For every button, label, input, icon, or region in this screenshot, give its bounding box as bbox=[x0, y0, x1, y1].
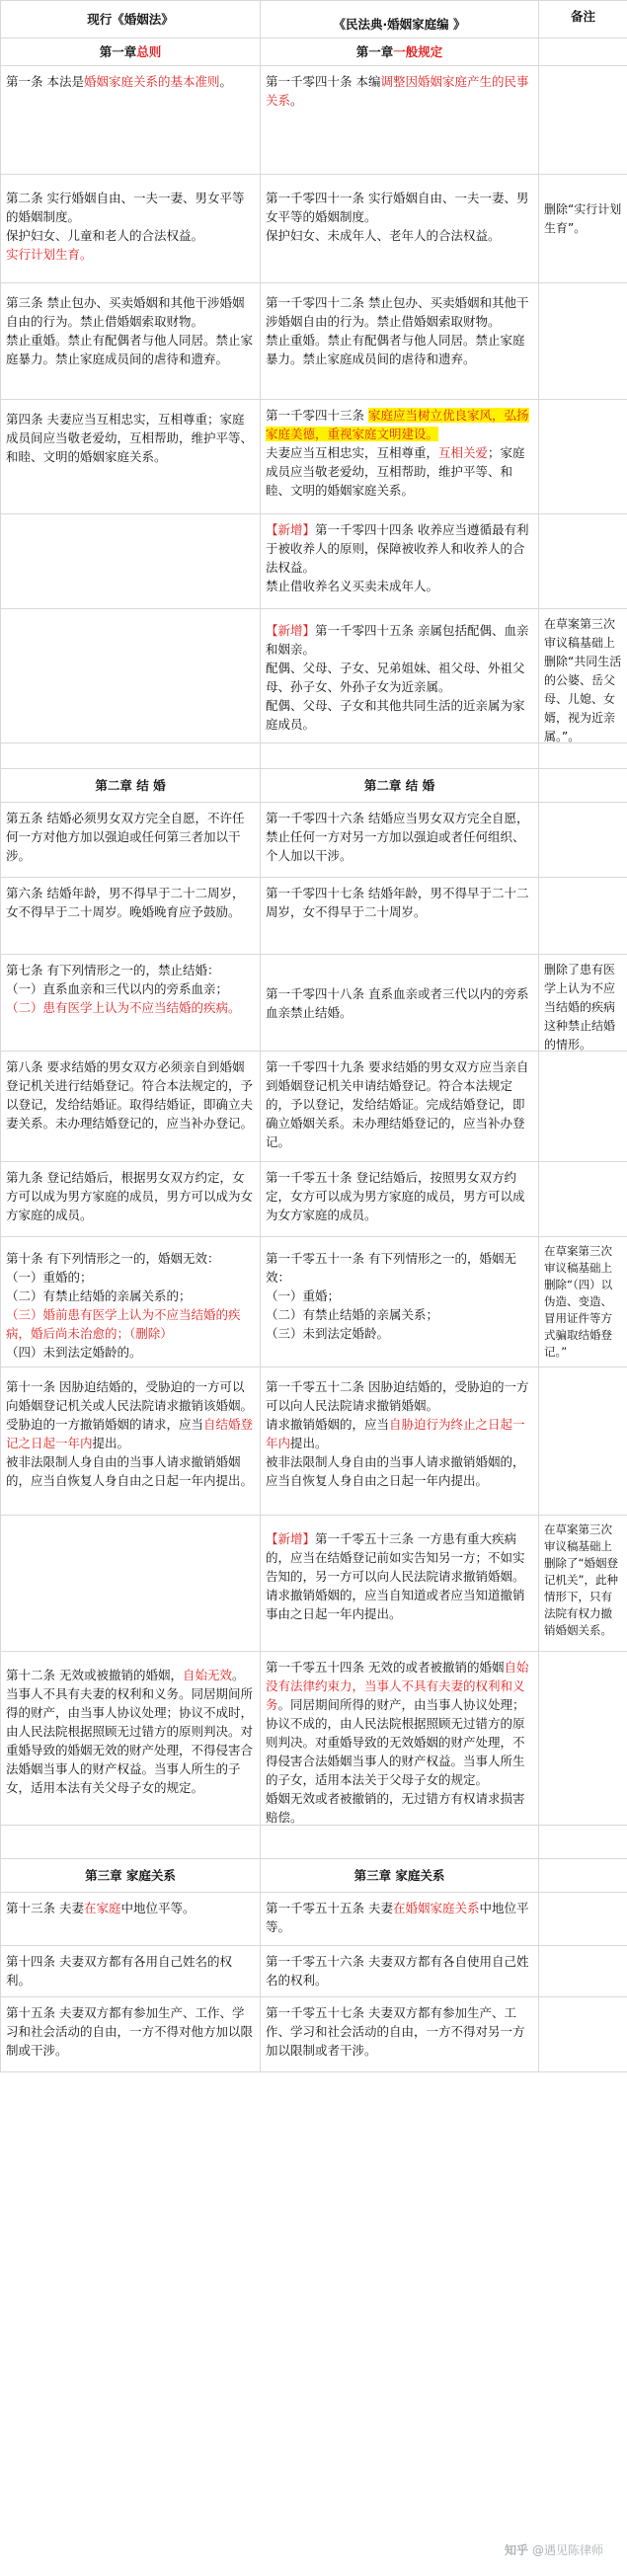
spacer bbox=[539, 743, 627, 769]
article-old-empty bbox=[1, 1516, 261, 1652]
watermark-text: @遇见陈律师 bbox=[531, 2543, 603, 2557]
article-new-1057: 第一千零五十七条 夫妻双方都有参加生产、工作、学习和社会活动的自由，一方不得对另一方加以限制或者干涉。 bbox=[261, 1997, 539, 2072]
note-row-14: 在草案第三次审议稿基础上删除了“婚姻登记机关”，此种情形下，只有法院有权力撤销婚姻关系。 bbox=[539, 1516, 627, 1652]
spacer bbox=[1, 1826, 261, 1859]
header-old-law: 现行《婚姻法》 bbox=[1, 1, 261, 39]
note-empty bbox=[539, 1162, 627, 1237]
note-row-2: 删除“实行计划生育”。 bbox=[539, 175, 627, 283]
note-empty bbox=[539, 803, 627, 878]
article-new-1055: 第一千零五十五条 夫妻在婚姻家庭关系中地位平等。 bbox=[261, 1893, 539, 1946]
spacer bbox=[1, 743, 261, 769]
article-new-1051: 第一千零五十一条 有下列情形之一的，婚姻无效： （一）重婚； （二）有禁止结婚的亲属关系； （三）未到法定婚龄。 bbox=[261, 1237, 539, 1367]
article-new-1044: 【新增】第一千零四十四条 收养应当遵循最有利于被收养人的原则，保障被收养人和收养人的合法权益。 禁止借收养名义买卖未成年人。 bbox=[261, 514, 539, 609]
note-empty bbox=[539, 1997, 627, 2072]
article-new-1042: 第一千零四十二条 禁止包办、买卖婚姻和其他干涉婚姻自由的行为。禁止借婚姻索取财物。 禁止重婚。禁止有配偶者与他人同居。禁止家庭暴力。禁止家庭成员间的虐待和遗弃。 bbox=[261, 283, 539, 400]
chapter-2-old: 第二章 结 婚 bbox=[1, 769, 261, 803]
spacer bbox=[539, 1826, 627, 1859]
note-row-12: 在草案第三次审议稿基础上删除“（四）以伪造、变造、冒用证件等方式骗取结婚登记。” bbox=[539, 1237, 627, 1367]
spacer bbox=[261, 743, 539, 769]
new-tag: 【新增】 bbox=[266, 623, 316, 638]
article-new-1049: 第一千零四十九条 要求结婚的男女双方应当亲自到婚姻登记机关申请结婚登记。符合本法规定的，予以登记，发给结婚证。完成结婚登记，即确立婚姻关系。未办理结婚登记的，应当补办登记。 bbox=[261, 1052, 539, 1162]
article-old-11: 第十一条 因胁迫结婚的，受胁迫的一方可以向婚姻登记机关或人民法院请求撤销该婚姻。受胁迫的一方撤销婚姻的请求，应当自结婚登记之日起一年内提出。 被非法限制人身自由的当事人请求撤销婚姻的，应当自恢复人身自由之日起一年内提出。 bbox=[1, 1367, 261, 1516]
chapter-1-old: 第一章 总则 bbox=[1, 39, 261, 66]
note-row-9: 删除了患有医学上认为不应当结婚的疾病这种禁止结婚的情形。 bbox=[539, 955, 627, 1052]
article-new-1046: 第一千零四十六条 结婚应当男女双方完全自愿，禁止任何一方对另一方加以强迫或者任何组织、个人加以干涉。 bbox=[261, 803, 539, 878]
article-new-1052: 第一千零五十二条 因胁迫结婚的，受胁迫的一方可以向人民法院请求撤销婚姻。 请求撤销婚姻的，应当自胁迫行为终止之日起一年内提出。 被非法限制人身自由的当事人请求撤销婚姻的，应当自恢复人身自由之日起一年内提出。 bbox=[261, 1367, 539, 1516]
article-old-7: 第七条 有下列情形之一的，禁止结婚： （一）直系血亲和三代以内的旁系血亲； （二）患有医学上认为不应当结婚的疾病。 bbox=[1, 955, 261, 1052]
note-empty bbox=[539, 1652, 627, 1826]
new-tag: 【新增】 bbox=[266, 522, 316, 537]
chapter-3-new: 第三章 家庭关系 bbox=[261, 1859, 539, 1893]
watermark bbox=[505, 2541, 603, 2558]
article-old-6: 第六条 结婚年龄，男不得早于二十二周岁，女不得早于二十周岁。晚婚晚育应予鼓励。 bbox=[1, 878, 261, 955]
article-old-12: 第十二条 无效或被撤销的婚姻，自始无效。当事人不具有夫妻的权利和义务。同居期间所得的财产，由当事人协议处理；协议不成时，由人民法院根据照顾无过错方的原则判决。对重婚导致的婚姻无效的财产处理，不得侵害合法婚姻当事人的财产权益。当事人所生的子女，适用本法有关父母子女的规定。 bbox=[1, 1652, 261, 1826]
article-old-9: 第九条 登记结婚后，根据男女双方约定，女方可以成为男方家庭的成员，男方可以成为女方家庭的成员。 bbox=[1, 1162, 261, 1237]
chapter-2-new: 第二章 结 婚 bbox=[261, 769, 539, 803]
note-empty bbox=[539, 400, 627, 514]
article-old-15: 第十五条 夫妻双方都有参加生产、工作、学习和社会活动的自由，一方不得对他方加以限制或干涉。 bbox=[1, 1997, 261, 2072]
note-empty bbox=[539, 1367, 627, 1516]
article-new-1041: 第一千零四十一条 实行婚姻自由、一夫一妻、男女平等的婚姻制度。 保护妇女、未成年人、老年人的合法权益。 bbox=[261, 175, 539, 283]
article-old-3: 第三条 禁止包办、买卖婚姻和其他干涉婚姻自由的行为。禁止借婚姻索取财物。 禁止重婚。禁止有配偶者与他人同居。禁止家庭暴力。禁止家庭成员间的虐待和遗弃。 bbox=[1, 283, 261, 400]
note-empty bbox=[539, 1946, 627, 1997]
article-old-empty bbox=[1, 609, 261, 743]
note-empty bbox=[539, 878, 627, 955]
note-empty bbox=[539, 283, 627, 400]
article-new-1048: 第一千零四十八条 直系血亲或者三代以内的旁系血亲禁止结婚。 bbox=[261, 955, 539, 1052]
article-new-1054: 第一千零五十四条 无效的或者被撤销的婚姻自始没有法律约束力，当事人不具有夫妻的权利和义务。同居期间所得的财产，由当事人协议处理；协议不成的，由人民法院根据照顾无过错方的原则判决。对重婚导致的无效婚姻的财产处理，不得侵害合法婚姻当事人的财产权益。当事人所生的子女，适用本法关于父母子女的规定。 婚姻无效或者被撤销的，无过错方有权请求损害赔偿。 bbox=[261, 1652, 539, 1826]
note-empty bbox=[539, 769, 627, 803]
article-old-empty bbox=[1, 514, 261, 609]
article-old-10: 第十条 有下列情形之一的，婚姻无效： （一）重婚的； （二）有禁止结婚的亲属关系的； （三）婚前患有医学上认为不应当结婚的疾病，婚后尚未治愈的；（删除） （四）未到法定婚龄的。 bbox=[1, 1237, 261, 1367]
article-new-1053: 【新增】第一千零五十三条 一方患有重大疾病的，应当在结婚登记前如实告知另一方；不如实告知的，另一方可以向人民法院请求撤销婚姻。 请求撤销婚姻的，应当自知道或者应当知道撤销事由之日起一年内提出。 bbox=[261, 1516, 539, 1652]
article-new-1043: 第一千零四十三条 家庭应当树立优良家风，弘扬家庭美德，重视家庭文明建设。 夫妻应当互相忠实，互相尊重，互相关爱；家庭成员应当敬老爱幼，互相帮助，维护平等、和睦、文明的婚姻家庭关系。 bbox=[261, 400, 539, 514]
article-old-4: 第四条 夫妻应当互相忠实，互相尊重；家庭成员间应当敬老爱幼，互相帮助，维护平等、和睦、文明的婚姻家庭关系。 bbox=[1, 400, 261, 514]
article-old-1: 第一条 本法是婚姻家庭关系的基本准则。 bbox=[1, 66, 261, 175]
note-row-6: 在草案第三次审议稿基础上删除“共同生活的公婆、岳父母、儿媳、女婿，视为近亲属。”。 bbox=[539, 609, 627, 743]
header-note: 备注 bbox=[539, 1, 627, 39]
article-old-8: 第八条 要求结婚的男女双方必须亲自到婚姻登记机关进行结婚登记。符合本法规定的，予以登记，发给结婚证。取得结婚证，即确立夫妻关系。未办理结婚登记的，应当补办登记。 bbox=[1, 1052, 261, 1162]
note-empty bbox=[539, 66, 627, 175]
article-old-2: 第二条 实行婚姻自由、一夫一妻、男女平等的婚姻制度。 保护妇女、儿童和老人的合法权益。 实行计划生育。 bbox=[1, 175, 261, 283]
article-old-13: 第十三条 夫妻在家庭中地位平等。 bbox=[1, 1893, 261, 1946]
article-new-1045: 【新增】第一千零四十五条 亲属包括配偶、血亲和姻亲。 配偶、父母、子女、兄弟姐妹、祖父母、外祖父母、孙子女、外孙子女为近亲属。 配偶、父母、子女和其他共同生活的近亲属为家庭成员。 bbox=[261, 609, 539, 743]
note-empty bbox=[539, 1859, 627, 1893]
article-new-1050: 第一千零五十条 登记结婚后，按照男女双方约定，女方可以成为男方家庭的成员，男方可以成为女方家庭的成员。 bbox=[261, 1162, 539, 1237]
article-new-1047: 第一千零四十七条 结婚年龄，男不得早于二十二周岁，女不得早于二十周岁。 bbox=[261, 878, 539, 955]
article-new-1056: 第一千零五十六条 夫妻双方都有各自使用自己姓名的权利。 bbox=[261, 1946, 539, 1997]
chapter-1-new: 第一章 一般规定 bbox=[261, 39, 539, 66]
note-empty bbox=[539, 514, 627, 609]
header-civil-code: 《民法典·婚姻家庭编 》 bbox=[261, 1, 539, 39]
article-old-14: 第十四条 夫妻双方都有各用自己姓名的权利。 bbox=[1, 1946, 261, 1997]
spacer bbox=[261, 1826, 539, 1859]
zhihu-logo: 知乎 bbox=[504, 2543, 528, 2557]
article-old-5: 第五条 结婚必须男女双方完全自愿，不许任何一方对他方加以强迫或任何第三者加以干涉。 bbox=[1, 803, 261, 878]
note-empty bbox=[539, 39, 627, 66]
article-new-1040: 第一千零四十条 本编调整因婚姻家庭产生的民事关系。 bbox=[261, 66, 539, 175]
note-empty bbox=[539, 1893, 627, 1946]
chapter-3-old: 第三章 家庭关系 bbox=[1, 1859, 261, 1893]
new-tag: 【新增】 bbox=[266, 1531, 316, 1546]
note-empty bbox=[539, 1052, 627, 1162]
